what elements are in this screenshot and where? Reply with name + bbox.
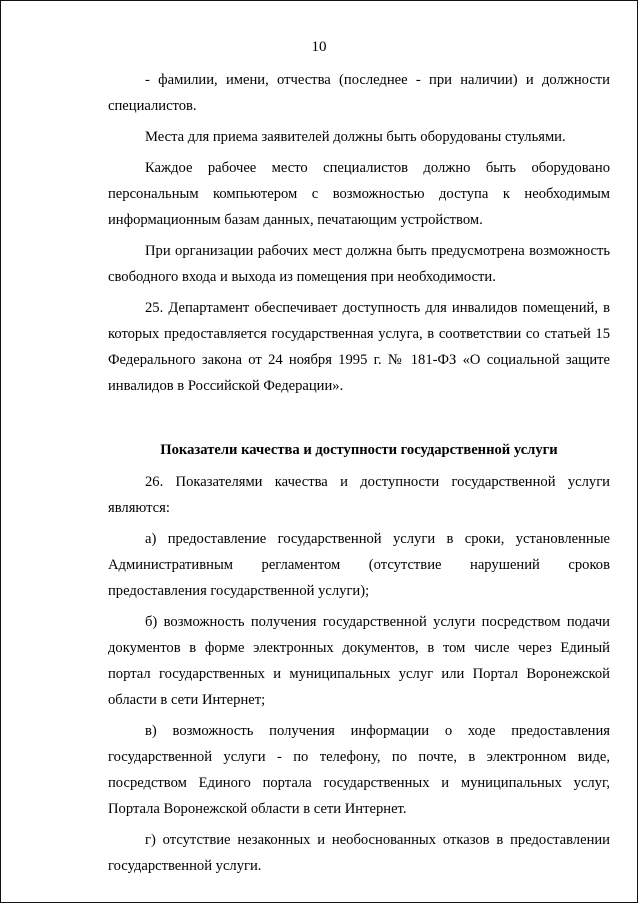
paragraph-workplace-equipment: Каждое рабочее место специалистов должно быть оборудовано персональным компьютером с возможностью доступа к необходимым информационным базам данных, печатающим устройством. (108, 160, 610, 228)
document-body (108, 67, 610, 884)
paragraph-26-indicators: 26. Показателями качества и доступности государственной услуги являются: (108, 474, 610, 516)
list-item-b: б) возможность получения государственной услуги посредством подачи документов в форме электронных документов, в том числе через Единый портал государственных и муниципальных услуг или Портал Воронежской области в сети Интернет; (108, 614, 610, 708)
paragraph-specialists-name: - фамилии, имени, отчества (последнее - при наличии) и должности специалистов. (108, 72, 610, 114)
list-item-v: в) возможность получения информации о ходе предоставления государственной услуги - по телефону, по почте, в электронном виде, посредством Единого портала государственных и муниципальных услуг, Портала Воронежской области в сети Интернет. (108, 723, 610, 817)
section-heading: Показатели качества и доступности государственной услуги (160, 442, 558, 458)
page-number: 10 (311, 39, 327, 55)
list-item-g: г) отсутствие незаконных и необоснованных отказов в предоставлении государственной услуги. (108, 832, 610, 874)
paragraph-25-accessibility: 25. Департамент обеспечивает доступность для инвалидов помещений, в которых предоставляется государственная услуга, в соответствии со статьей 15 Федерального закона от 24 ноября 1995 г. № 181-ФЗ «О социальной защите инвалидов в Российской Федерации». (108, 300, 610, 394)
paragraph-chairs: Места для приема заявителей должны быть оборудованы стульями. (145, 129, 566, 145)
list-item-a: а) предоставление государственной услуги в сроки, установленные Административным регламентом (отсутствие нарушений сроков предоставления государственной услуги); (108, 531, 610, 599)
paragraph-free-access: При организации рабочих мест должна быть предусмотрена возможность свободного входа и выхода из помещения при необходимости. (108, 243, 610, 285)
